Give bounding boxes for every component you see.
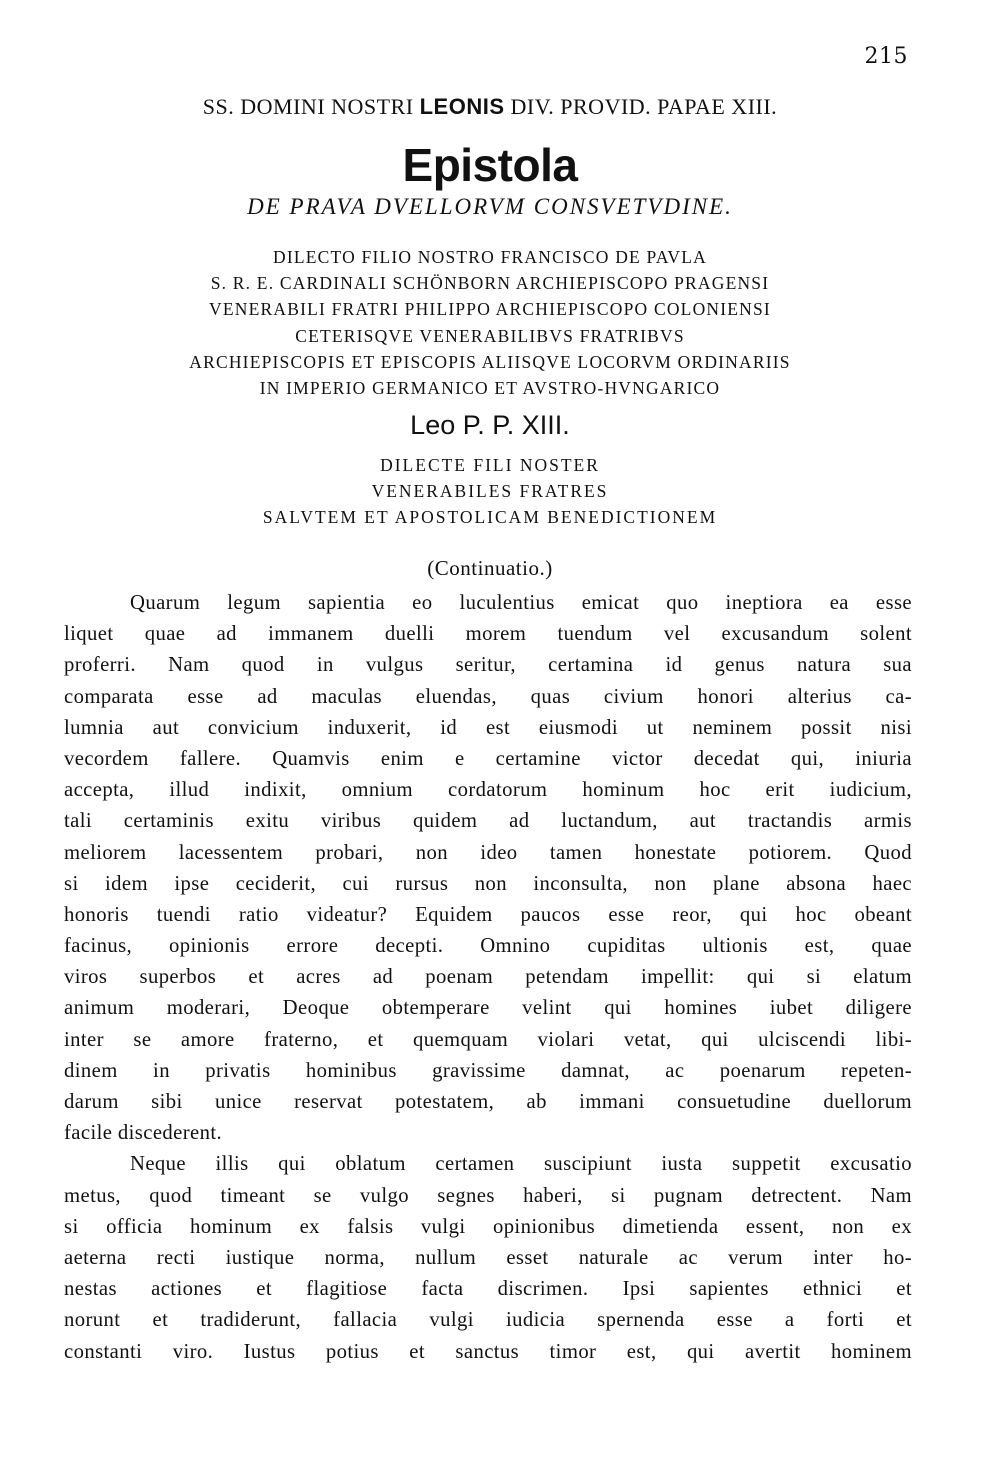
addressee-line: CETERISQVE VENERABILIBVS FRATRIBVS [295,325,685,346]
page-number: 215 [864,44,908,69]
text-line: liquet quae ad immanem duelli morem tuendum vel excusandum solent [64,623,912,646]
text-line: meliorem lacessentem probari, non ideo tamen honestate potiorem. Quod [64,841,912,864]
header-prefix: SS. DOMINI NOSTRI [202,94,420,119]
addressee-line: IN IMPERIO GERMANICO ET AVSTRO-HVNGARICO [259,378,721,399]
text-line: accepta, illud indixit, omnium cordatorum hominum hoc erit iudicium, [64,779,912,802]
text-line: Neque illis qui oblatum certamen suscipiunt iusta suppetit excusatio [130,1153,912,1176]
text-line: vecordem fallere. Quamvis enim e certamine victor decedat qui, iniuria [64,747,912,770]
header-pope-name: LEONIS [419,94,505,119]
text-line: si officia hominum ex falsis vulgi opinionibus dimetienda essent, non ex [64,1215,912,1238]
text-line: inter se amore fraterno, et quemquam violari vetat, qui ulciscendi libi- [64,1028,912,1051]
addressee-line: ARCHIEPISCOPIS ET EPISCOPIS ALIISQVE LOCORVM ORDINARIIS [189,351,791,372]
greeting-block [60,452,920,531]
addressee-line: DILECTO FILIO NOSTRO FRANCISCO DE PAVLA [273,247,707,267]
addressee-line: VENERABILI FRATRI PHILIPPO ARCHIEPISCOPO COLONIENSI [209,299,771,320]
addressee-line: S. R. E. CARDINALI SCHÖNBORN ARCHIEPISCOPO PRAGENSI [210,273,770,294]
sender-name: Leo P. P. XIII. [410,410,570,440]
text-line: nestas actiones et flagitiose facta discrimen. Ipsi sapientes ethnici et [64,1278,912,1301]
text-line: constanti viro. Iustus potius et sanctus timor est, qui avertit hominem [64,1340,912,1363]
text-line: facile discederent. [64,1122,223,1145]
text-line: dinem in privatis hominibus gravissime damnat, ac poenarum repeten- [64,1059,912,1082]
text-line: norunt et tradiderunt, fallacia vulgi iudicia spernenda esse a forti et [64,1309,912,1332]
text-line: lumnia aut convicium induxerit, id est eiusmodi ut neminem possit nisi [64,716,912,739]
text-line: darum sibi unice reservat potestatem, ab immani consuetudine duellorum [64,1091,912,1113]
text-line: animum moderari, Deoque obtemperare velint qui homines iubet diligere [64,997,912,1020]
text-line: comparata esse ad maculas eluendas, quas civium honori alterius ca- [64,685,912,708]
text-line: facinus, opinionis errore decepti. Omnino cupiditas ultionis est, quae [64,935,912,958]
text-line: viros superbos et acres ad poenam petendam impellit: qui si elatum [64,966,912,989]
greeting-line: VENERABILES FRATRES [371,481,609,502]
text-line: tali certaminis exitu viribus quidem ad luctandum, aut tractandis armis [64,810,912,833]
body-text [64,588,912,1368]
text-line: honoris tuendi ratio videatur? Equidem paucos esse reor, qui hoc obeant [64,903,912,926]
document-title: Epistola [402,139,578,191]
text-line: si idem ipse ceciderit, cui rursus non inconsulta, non plane absona haec [64,872,912,895]
text-line: Quarum legum sapientia eo luculentius emicat quo ineptiora ea esse [130,592,912,614]
addressees-block [60,244,920,401]
greeting-line: SALVTEM ET APOSTOLICAM BENEDICTIONEM [262,507,718,528]
text-line: proferri. Nam quod in vulgus seritur, certamina id genus natura sua [64,654,912,677]
text-line: aeterna recti iustique norma, nullum esset naturale ac verum inter ho- [64,1246,912,1269]
continuatio-label: (Continuatio.) [427,556,553,580]
greeting-line: DILECTE FILI NOSTER [380,455,600,475]
papal-header [60,94,920,120]
document-subtitle: DE PRAVA DVELLORVM CONSVETVDINE. [247,194,733,219]
header-suffix: DIV. PROVID. PAPAE XIII. [504,94,778,119]
text-line: metus, quod timeant se vulgo segnes haberi, si pugnam detrectent. Nam [64,1184,912,1207]
